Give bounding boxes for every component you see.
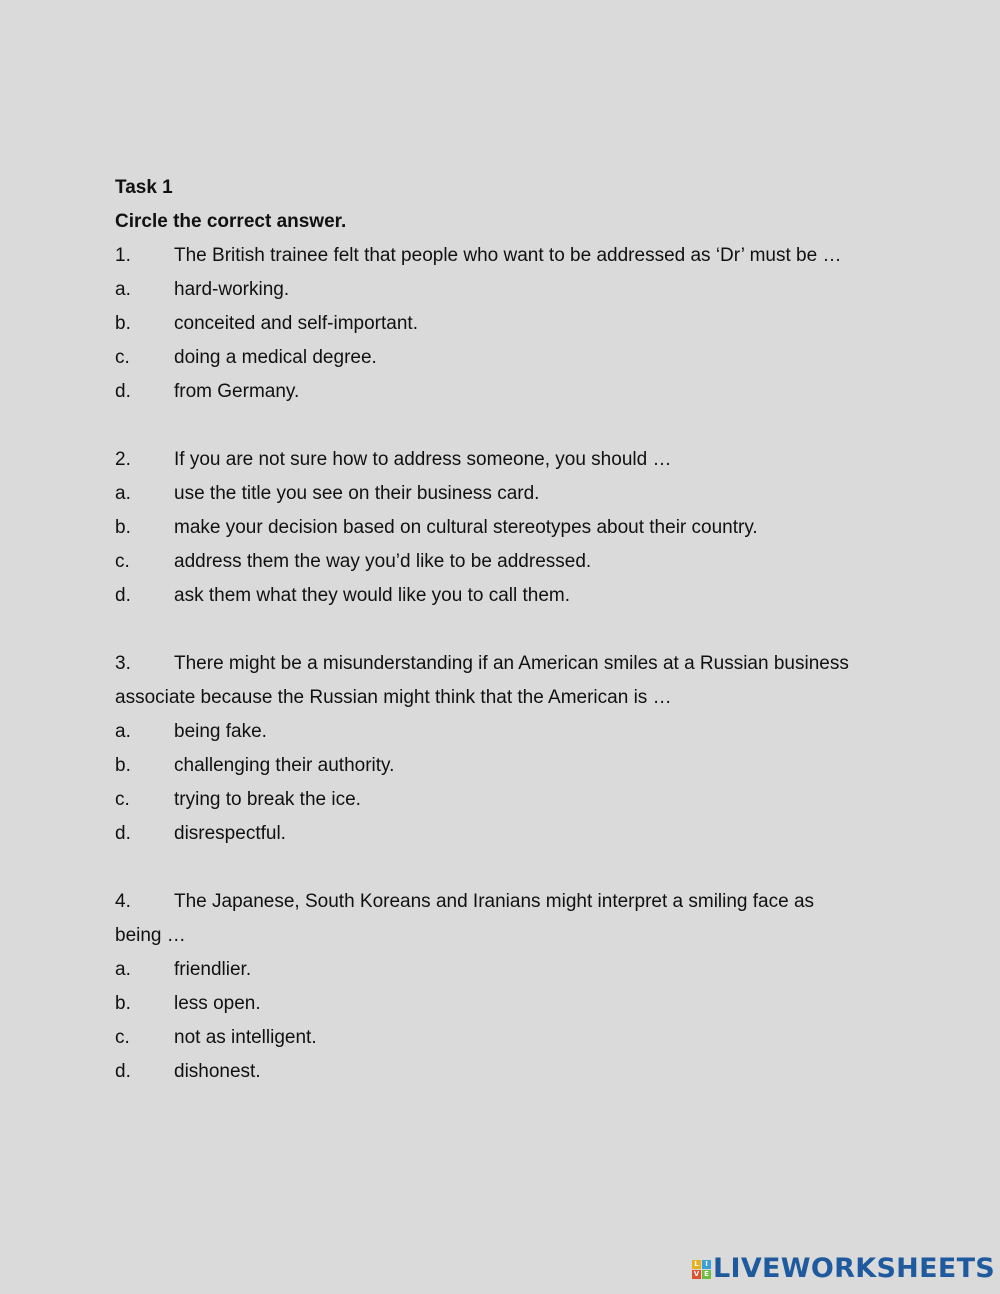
option-letter: d. [115,823,131,844]
option-4a[interactable] [115,953,895,987]
option-text: hard-working. [174,279,290,300]
option-letter: b. [115,517,131,538]
question-number: 3. [115,653,131,674]
option-1a[interactable] [115,273,895,307]
option-text: challenging their authority. [174,755,395,776]
question-stem [115,885,895,919]
option-letter: a. [115,483,131,504]
logo-text: LIVEWORKSHEETS [713,1253,996,1284]
option-text: dishonest. [174,1061,261,1082]
option-letter: a. [115,959,131,980]
question-2 [115,443,895,613]
logo-mark-icon [692,1260,711,1279]
option-letter: a. [115,721,131,742]
spacer [115,409,895,443]
option-text: doing a medical degree. [174,347,377,368]
option-1c[interactable] [115,341,895,375]
question-text: If you are not sure how to address someone, you should … [174,449,672,470]
liveworksheets-logo[interactable] [692,1254,995,1284]
question-stem [115,443,895,477]
option-letter: a. [115,279,131,300]
option-4d[interactable] [115,1055,895,1089]
question-text: The British trainee felt that people who want to be addressed as ‘Dr’ must be … [174,245,842,266]
question-number: 4. [115,891,131,912]
question-text: There might be a misunderstanding if an American smiles at a Russian business [174,653,849,674]
option-text: use the title you see on their business card. [174,483,540,504]
option-letter: c. [115,551,130,572]
option-text: conceited and self-important. [174,313,418,334]
option-letter: d. [115,1061,131,1082]
option-letter: c. [115,347,130,368]
instruction: Circle the correct answer. [115,211,347,232]
question-number: 2. [115,449,131,470]
option-text: make your decision based on cultural stereotypes about their country. [174,517,758,538]
question-text: The Japanese, South Koreans and Iranians might interpret a smiling face as [174,891,815,912]
option-3c[interactable] [115,783,895,817]
option-2c[interactable] [115,545,895,579]
option-text: being fake. [174,721,267,742]
option-4b[interactable] [115,987,895,1021]
question-1 [115,239,895,409]
logo-mark-letter: V [693,1269,700,1278]
option-3b[interactable] [115,749,895,783]
option-2b[interactable] [115,511,895,545]
option-letter: d. [115,585,131,606]
option-1b[interactable] [115,307,895,341]
task-title: Task 1 [115,177,173,198]
option-text: friendlier. [174,959,252,980]
option-3d[interactable] [115,817,895,851]
option-letter: b. [115,755,131,776]
option-letter: b. [115,993,131,1014]
option-4c[interactable] [115,1021,895,1055]
logo-mark-letter: L [692,1260,701,1269]
option-3a[interactable] [115,715,895,749]
option-text: not as intelligent. [174,1027,317,1048]
question-stem [115,647,895,681]
option-letter: c. [115,1027,130,1048]
option-text: less open. [174,993,261,1014]
question-3 [115,647,895,851]
option-letter: d. [115,381,131,402]
option-letter: c. [115,789,130,810]
worksheet [115,171,895,1089]
option-2a[interactable] [115,477,895,511]
spacer [115,851,895,885]
question-4 [115,885,895,1089]
option-text: from Germany. [174,381,300,402]
option-1d[interactable] [115,375,895,409]
question-text-continued: associate because the Russian might think that the American is … [115,687,672,708]
question-number: 1. [115,245,131,266]
logo-mark-letter: E [702,1270,711,1279]
logo-mark-letter: I [702,1260,711,1269]
option-letter: b. [115,313,131,334]
option-text: disrespectful. [174,823,286,844]
option-2d[interactable] [115,579,895,613]
option-text: ask them what they would like you to call them. [174,585,571,606]
question-stem [115,239,895,273]
option-text: address them the way you’d like to be addressed. [174,551,592,572]
question-text-continued: being … [115,925,186,946]
option-text: trying to break the ice. [174,789,361,810]
spacer [115,613,895,647]
